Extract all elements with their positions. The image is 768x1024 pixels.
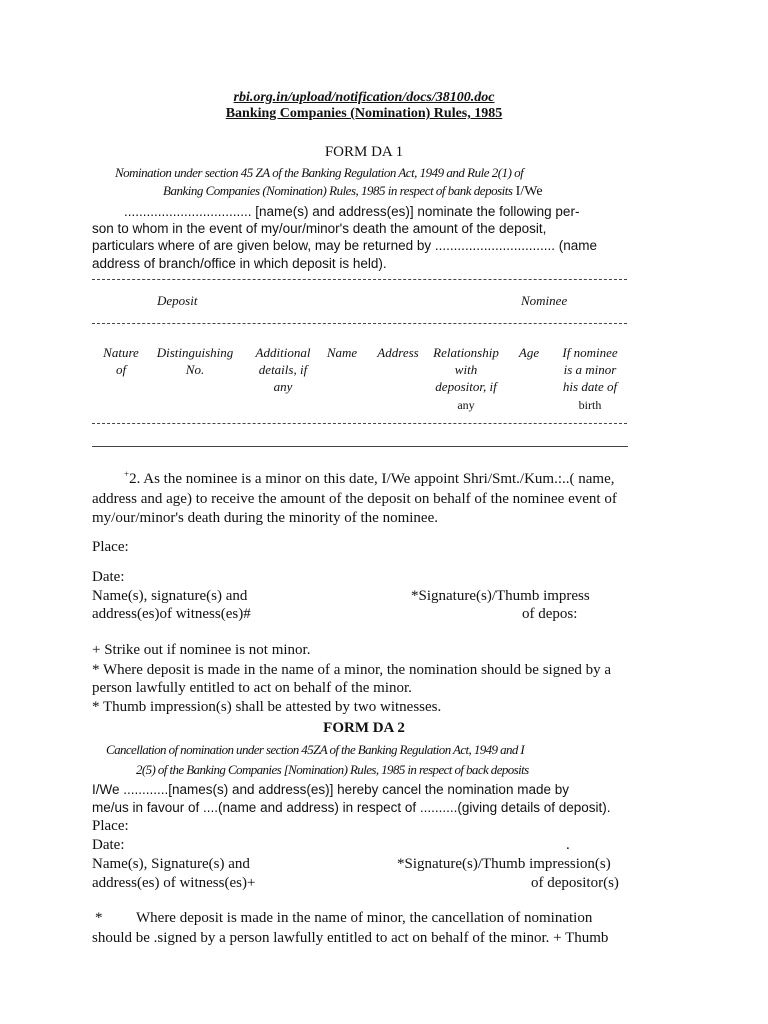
col-address: Address xyxy=(377,345,419,360)
rules-title: Banking Companies (Nomination) Rules, 1985 xyxy=(225,106,503,121)
form-da1-body-4: address of branch/office in which deposit is held). xyxy=(92,256,387,271)
da2-footnote-line1: Where deposit is made in the name of minor, the cancellation of nomination xyxy=(136,910,593,926)
da2-footnote-mark: * xyxy=(95,910,103,926)
form-da2-title: FORM DA 2 xyxy=(323,720,405,736)
note-strike-out: + Strike out if nominee is not minor. xyxy=(92,642,311,658)
da2-place-label: Place: xyxy=(92,818,129,834)
col-relationship: Relationship with depositor, if any xyxy=(433,345,499,412)
col-nature: Nature of xyxy=(103,345,139,377)
da1-witness-line2: address(es)of witness(es)# xyxy=(92,606,251,622)
table-group-deposit: Deposit xyxy=(157,293,198,308)
da2-footnote-line2: should be .signed by a person lawfully entitled to act on behalf of the minor. + Thumb xyxy=(92,930,609,946)
form-da1-body-2: son to whom in the event of my/our/minor's death the amount of the deposit, xyxy=(92,221,547,236)
form-da2-body-1: I/We ............[names(s) and address(es)] hereby cancel the nomination made by xyxy=(92,782,569,797)
da1-place-label: Place: xyxy=(92,539,129,555)
form-da2-subtitle-1: Cancellation of nomination under section 45ZA of the Banking Regulation Act, 1949 and I xyxy=(106,742,525,757)
form-da1-body-3: particulars where of are given below, may be returned by ................................ (name xyxy=(92,238,597,253)
table-bottom-divider xyxy=(92,423,627,424)
table-top-divider xyxy=(92,279,627,280)
da2-date-label: Date: xyxy=(92,837,125,853)
table-header-divider xyxy=(92,323,627,324)
col-name: Name xyxy=(326,345,358,360)
da2-signature-line1: *Signature(s)/Thumb impression(s) xyxy=(397,856,611,872)
da1-date-label: Date: xyxy=(92,569,125,585)
col-age: Age xyxy=(518,345,540,360)
da1-signature-line2: of depos: xyxy=(522,606,578,622)
source-url: rbi.org.in/upload/notification/docs/38100.doc xyxy=(233,90,495,105)
da2-witness-line1: Name(s), Signature(s) and xyxy=(92,856,250,872)
da1-witness-line1: Name(s), signature(s) and xyxy=(92,588,248,604)
para2-line1 xyxy=(124,471,614,488)
form-da1-subtitle-1: Nomination under section 45 ZA of the Banking Regulation Act, 1949 and Rule 2(1) of xyxy=(115,165,524,180)
da2-date-dot: . xyxy=(566,837,570,853)
note-thumb: * Thumb impression(s) shall be attested by two witnesses. xyxy=(92,699,442,715)
form-da1-title: FORM DA 1 xyxy=(324,144,404,160)
form-da1-subtitle-2 xyxy=(163,183,543,200)
form-da1-subtitle-2-text: Banking Companies (Nomination) Rules, 1985 in respect of bank deposits xyxy=(163,183,513,198)
col-distinguishing-no: Distinguishing No. xyxy=(156,345,234,377)
note-minor-line2: person lawfully entitled to act on behalf of the minor. xyxy=(92,680,412,696)
da2-witness-line2: address(es) of witness(es)+ xyxy=(92,875,256,891)
col-minor-dob: If nominee is a minor his date of birth xyxy=(562,345,618,412)
table-end-rule xyxy=(92,446,628,447)
form-da2-subtitle-2: 2(5) of the Banking Companies [Nomination) Rules, 1985 in respect of back deposits xyxy=(136,762,529,777)
para2-mark: + xyxy=(124,469,130,479)
form-da1-subtitle-tail: I/We xyxy=(515,184,543,199)
para2-line2: address and age) to receive the amount of the deposit on behalf of the nominee event of xyxy=(92,491,617,507)
note-minor-line1: * Where deposit is made in the name of a minor, the nomination should be signed by a xyxy=(92,662,612,678)
form-da2-body-2: me/us in favour of ....(name and address) in respect of ..........(giving details of deposit). xyxy=(92,800,611,815)
table-group-nominee: Nominee xyxy=(521,293,568,308)
da1-signature-line1: *Signature(s)/Thumb impress xyxy=(411,588,590,604)
da2-signature-line2: of depositor(s) xyxy=(531,875,619,891)
form-da1-body-1: .................................. [name(s) and address(es)] nominate the following per- xyxy=(124,204,580,219)
para2-line1-text: 2. As the nominee is a minor on this date, I/We appoint Shri/Smt./Kum.:..( name, xyxy=(129,471,615,487)
para2-line3: my/our/minor's death during the minority of the nominee. xyxy=(92,510,438,526)
col-additional-details: Additional details, if any xyxy=(255,345,311,394)
